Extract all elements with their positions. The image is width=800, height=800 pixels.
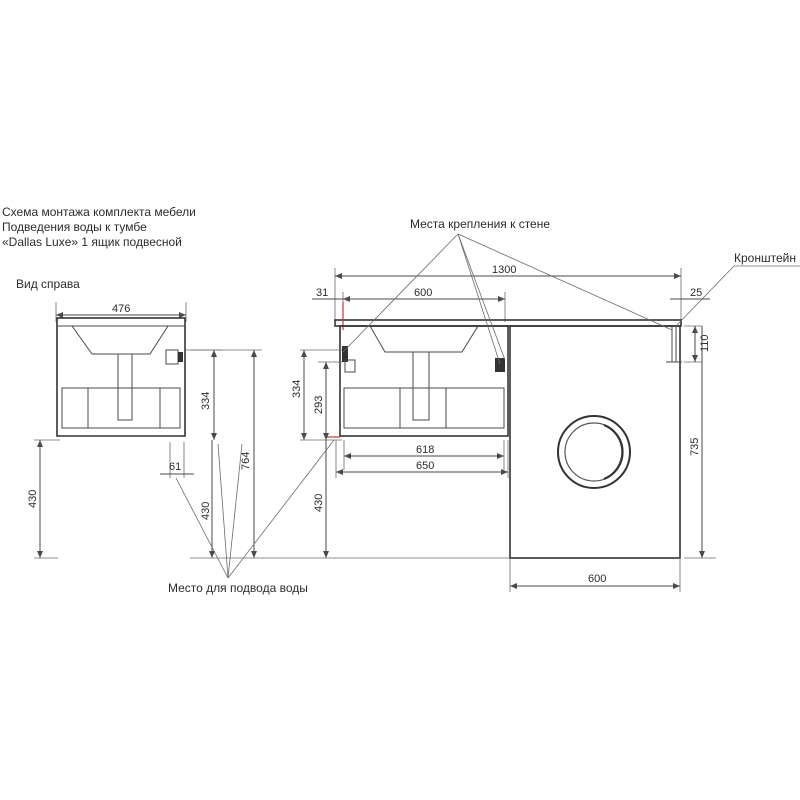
arrow bbox=[37, 551, 43, 558]
arrow bbox=[37, 440, 43, 447]
countertop bbox=[335, 320, 681, 326]
leader-line bbox=[458, 234, 672, 330]
callout-wall-mounts-label: Места крепления к стене bbox=[410, 217, 551, 231]
side-view bbox=[27, 302, 262, 558]
heading bbox=[2, 205, 196, 249]
dim-front-293: 293 bbox=[313, 395, 325, 414]
arrow bbox=[179, 312, 186, 318]
arrow bbox=[501, 469, 508, 475]
side-view-label: Вид справа bbox=[16, 277, 80, 291]
side-basin bbox=[72, 326, 168, 354]
arrow bbox=[498, 296, 505, 302]
arrow bbox=[692, 326, 698, 333]
arrow bbox=[674, 273, 681, 279]
arrow bbox=[211, 433, 217, 440]
heading-line-1: Схема монтажа комплекта мебели bbox=[2, 205, 196, 219]
leader-line bbox=[176, 478, 228, 578]
arrow bbox=[323, 551, 329, 558]
side-drawer bbox=[62, 388, 180, 428]
arrow bbox=[692, 355, 698, 362]
arrow bbox=[336, 469, 343, 475]
side-wall-mount-plate bbox=[178, 352, 183, 362]
dim-front-430: 430 bbox=[313, 493, 325, 512]
dim-31: 31 bbox=[316, 287, 329, 299]
arrow bbox=[251, 350, 257, 357]
callout-water-supply-label: Место для подвода воды bbox=[168, 581, 308, 595]
arrow bbox=[301, 433, 307, 440]
front-drawer bbox=[344, 388, 504, 428]
dim-618: 618 bbox=[416, 444, 435, 456]
arrow bbox=[497, 453, 504, 459]
leader-line bbox=[676, 266, 734, 326]
arrow bbox=[673, 583, 680, 589]
heading-line-3: «Dallas Luxe» 1 ящик подвесной bbox=[2, 235, 182, 249]
arrow bbox=[251, 551, 257, 558]
arrow bbox=[699, 551, 705, 558]
dim-735: 735 bbox=[689, 437, 701, 456]
side-siphon bbox=[118, 354, 132, 420]
washing-machine-door bbox=[558, 416, 630, 488]
leader-line bbox=[343, 234, 458, 352]
front-basin bbox=[370, 326, 478, 352]
dim-476: 476 bbox=[112, 303, 131, 315]
callout-bracket-label: Кронштейн bbox=[734, 251, 796, 265]
washing-machine bbox=[510, 326, 680, 558]
dim-1300: 1300 bbox=[492, 264, 517, 276]
dim-side-430-a: 430 bbox=[27, 489, 39, 508]
dim-600-top: 600 bbox=[414, 287, 433, 299]
dim-front-334: 334 bbox=[291, 379, 303, 398]
door-handle bbox=[604, 425, 622, 479]
arrow bbox=[211, 350, 217, 357]
front-siphon bbox=[413, 352, 429, 420]
arrow bbox=[510, 583, 517, 589]
dim-side-334: 334 bbox=[200, 391, 212, 410]
arrow bbox=[343, 296, 350, 302]
front-wall-mount-right bbox=[495, 358, 505, 372]
dim-600-bottom: 600 bbox=[588, 573, 607, 585]
dim-25: 25 bbox=[690, 287, 703, 299]
leader-line bbox=[458, 234, 505, 360]
side-cabinet-body bbox=[57, 318, 185, 436]
dim-110: 110 bbox=[699, 334, 711, 352]
dim-side-430-b: 430 bbox=[200, 501, 212, 520]
arrow bbox=[301, 350, 307, 357]
arrow bbox=[56, 312, 63, 318]
heading-line-2: Подведения воды к тумбе bbox=[2, 220, 147, 234]
dim-61: 61 bbox=[169, 461, 182, 473]
dim-side-764: 764 bbox=[240, 451, 252, 470]
arrow bbox=[323, 362, 329, 369]
side-wall-mount bbox=[166, 350, 178, 364]
front-view bbox=[262, 264, 716, 592]
arrow bbox=[344, 453, 351, 459]
arrow bbox=[335, 273, 342, 279]
dim-650: 650 bbox=[416, 460, 435, 472]
